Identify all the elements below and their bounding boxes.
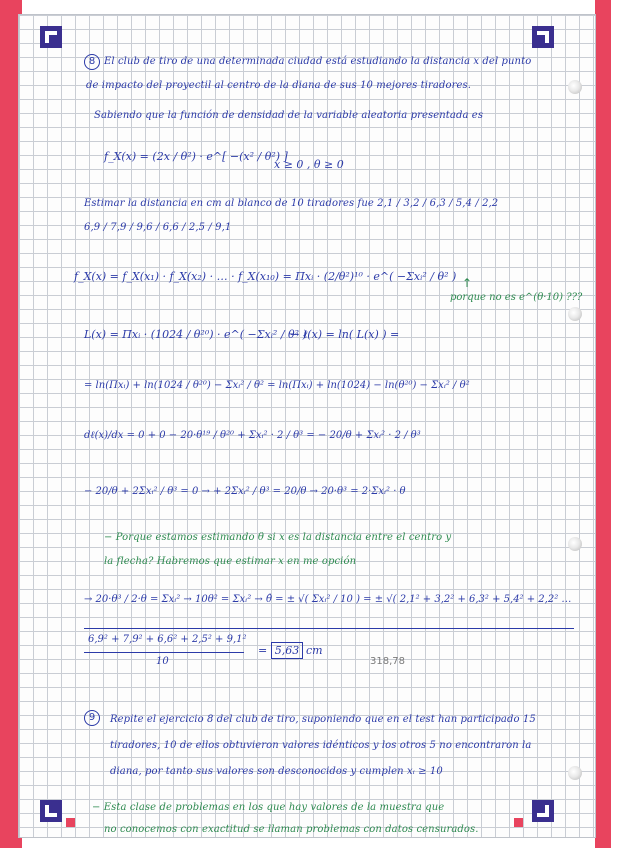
equation-line: − 20/θ + 2Σxᵢ² / θ³ = 0 → + 2Σxᵢ² / θ³ = 20/θ → 20·θ³ = 2·Σxᵢ² · θ bbox=[84, 486, 406, 497]
fraction-bar bbox=[84, 628, 574, 629]
density-domain: x ≥ 0 , θ ≥ 0 bbox=[274, 158, 344, 171]
result-box: = 5,63 bbox=[258, 644, 303, 657]
margin-question-note: porque no es e^(θ·10) ??? bbox=[450, 292, 583, 303]
task-data-line: 6,9 / 7,9 / 9,6 / 6,6 / 2,5 / 9,1 bbox=[84, 222, 232, 233]
problem-text-line: de impacto del proyectil al centro de la diana de sus 10 mejores tiradores. bbox=[86, 80, 471, 91]
corner-marker-icon bbox=[532, 800, 554, 822]
estimator-solution: → 20·θ³ / 2·θ = Σxᵢ² → 10θ² = Σxᵢ² → θ̂ = ± √( Σxᵢ² / 10 ) = ± √( 2,1² + 3,2² + 6,3² + 5,4² + 2,2² … bbox=[84, 594, 572, 605]
problem-text-line: Repite el ejercicio 8 del club de tiro, suponiendo que en el test han participado 15 bbox=[110, 714, 536, 725]
likelihood-product: f_X(x) = f_X(x₁) · f_X(x₂) · … · f_X(x₁₀) = Πxᵢ · (2/θ²)¹⁰ · e^( −Σxᵢ² / θ² ) bbox=[74, 270, 457, 283]
estimator-continuation: 6,9² + 7,9² + 6,6² + 2,5² + 9,1² bbox=[88, 634, 247, 645]
corner-marker-icon bbox=[40, 26, 62, 48]
log-likelihood-definition: → ℓ(x) = ln( L(x) ) = bbox=[290, 328, 400, 341]
problem-number: 9 bbox=[84, 710, 100, 726]
right-margin-band bbox=[595, 0, 611, 848]
fraction-bar bbox=[84, 652, 244, 653]
arrow-up-icon: ↑ bbox=[462, 276, 473, 290]
pencil-note: 318,78 bbox=[370, 656, 405, 667]
binder-hole-icon bbox=[568, 537, 582, 551]
note-line: − Esta clase de problemas en los que hay valores de la muestra que bbox=[92, 802, 445, 813]
corner-marker-icon bbox=[532, 26, 554, 48]
binder-hole-icon bbox=[568, 307, 582, 321]
task-text-line: Estimar la distancia en cm al blanco de 10 tiradores fue 2,1 / 3,2 / 6,3 / 5,4 / 2,2 bbox=[84, 198, 499, 209]
question-note-line: la flecha? Habremos que estimar x en me opción bbox=[104, 556, 357, 567]
derivative-line: dℓ(x)/dx = 0 + 0 − 20·θ¹⁹ / θ²⁰ + Σxᵢ² · 2 / θ³ = − 20/θ + Σxᵢ² · 2 / θ³ bbox=[84, 430, 421, 441]
note-line: no conocemos con exactitud se llaman problemas con datos censurados. bbox=[104, 824, 479, 835]
red-marker-dot bbox=[514, 818, 523, 827]
result-unit: cm bbox=[306, 644, 323, 657]
density-function: f_X(x) = (2x / θ²) · e^[ −(x² / θ²) ] bbox=[104, 150, 288, 163]
result-value: 5,63 bbox=[271, 642, 304, 659]
fraction-denominator: 10 bbox=[156, 656, 169, 667]
question-note-line: − Porque estamos estimando θ si x es la distancia entre el centro y bbox=[104, 532, 452, 543]
binder-hole-icon bbox=[568, 80, 582, 94]
problem-text-line: tiradores, 10 de ellos obtuvieron valores idénticos y los otros 5 no encontraron la bbox=[110, 740, 532, 751]
red-marker-dot bbox=[66, 818, 75, 827]
problem-text-line: El club de tiro de una determinada ciudad está estudiando la distancia x del punto bbox=[104, 56, 532, 67]
binder-hole-icon bbox=[568, 766, 582, 780]
likelihood-definition: L(x) = Πxᵢ · (1024 / θ²⁰) · e^( −Σxᵢ² / θ² ) bbox=[84, 328, 307, 341]
problem-text-line: Sabiendo que la función de densidad de la variable aleatoria presentada es bbox=[94, 110, 484, 121]
problem-number: 8 bbox=[84, 54, 100, 70]
problem-text-line: diana, por tanto sus valores son desconocidos y cumplen xᵢ ≥ 10 bbox=[110, 766, 443, 777]
corner-marker-icon bbox=[40, 800, 62, 822]
log-likelihood-expansion: = ln(Πxᵢ) + ln(1024 / θ²⁰) − Σxᵢ² / θ² = ln(Πxᵢ) + ln(1024) − ln(θ²⁰) − Σxᵢ² / θ² bbox=[84, 380, 470, 391]
